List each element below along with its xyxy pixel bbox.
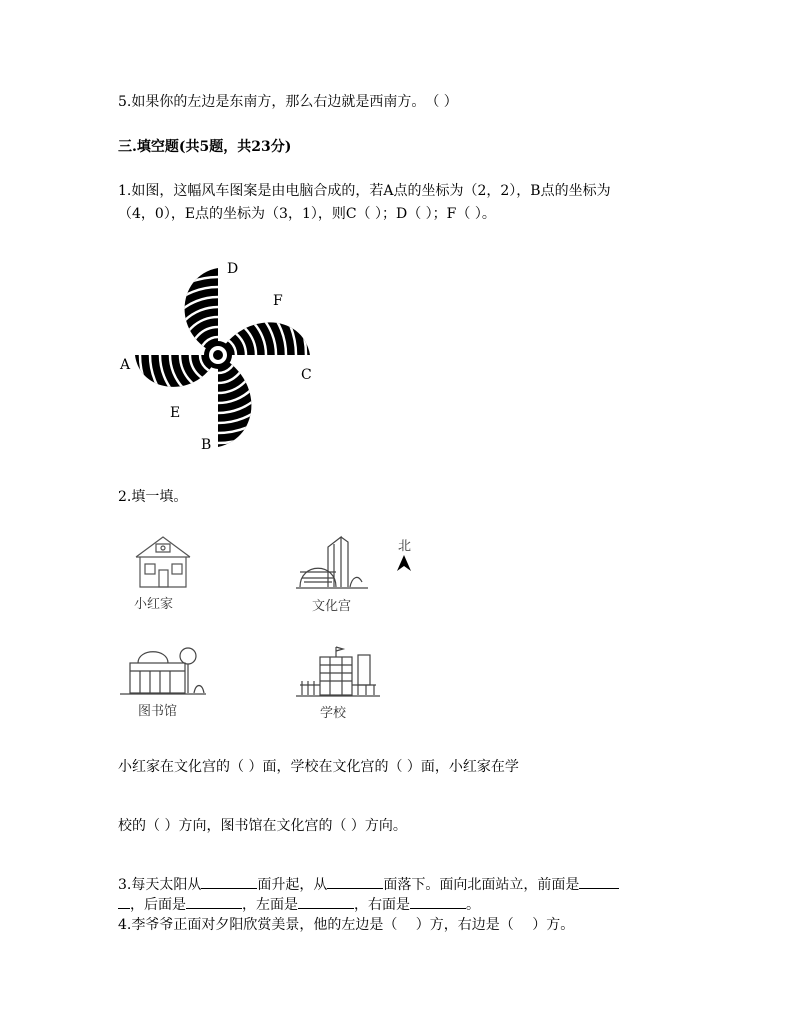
p3-blank-7[interactable] <box>410 894 466 909</box>
label-C: C <box>301 367 312 383</box>
label-E: E <box>170 405 181 421</box>
school-caption: 学校 <box>320 706 347 721</box>
p3-blank-2[interactable] <box>327 874 383 889</box>
section-title: 三.填空题(共5题，共23分) <box>118 139 292 155</box>
problem-1-line-2: （4，0），E点的坐标为（3，1），则C（ ）；D（ ）；F（ ）。 <box>118 206 496 222</box>
label-D: D <box>227 261 239 277</box>
culture-palace-caption: 文化宫 <box>312 599 352 614</box>
problem-3-line-1 <box>118 874 619 894</box>
p3-part-f: ，右面是 <box>354 897 410 913</box>
p3-blank-6[interactable] <box>298 894 354 909</box>
problem-3-line-2 <box>118 894 480 914</box>
problem-2-line-1: 小红家在文化宫的（ ）面，学校在文化宫的（ ）面，小红家在学 <box>118 759 519 775</box>
problem-4: 4.李爷爷正面对夕阳欣赏美景，他的左边是（ ）方，右边是（ ）方。 <box>118 917 575 933</box>
p3-blank-5[interactable] <box>186 894 242 909</box>
p3-part-a: 3.每天太阳从 <box>118 877 202 893</box>
p3-part-e: ，左面是 <box>242 897 298 913</box>
home-building-icon <box>128 532 198 592</box>
label-B: B <box>201 437 212 453</box>
p3-blank-4[interactable] <box>118 894 130 909</box>
windmill-figure <box>115 255 325 455</box>
school-building-icon <box>296 645 381 705</box>
p3-blank-3[interactable] <box>579 874 619 889</box>
p3-blank-1[interactable] <box>201 874 257 889</box>
p3-part-c: 面落下。面向北面站立，前面是 <box>383 877 580 893</box>
problem-2-line-2: 校的（ ）方向，图书馆在文化宫的（ ）方向。 <box>118 818 407 834</box>
north-arrow-icon <box>396 555 412 573</box>
windmill-hub <box>204 341 232 369</box>
home-caption: 小红家 <box>134 597 174 612</box>
problem-1-line-1: 1.如图，这幅风车图案是由电脑合成的，若A点的坐标为（2，2），B点的坐标为 <box>118 183 611 199</box>
label-A: A <box>120 357 131 373</box>
library-building-icon <box>118 638 208 700</box>
p3-part-b: 面升起，从 <box>257 877 328 893</box>
problem-2-title: 2.填一填。 <box>118 489 188 505</box>
p3-part-g: 。 <box>466 897 480 913</box>
culture-palace-icon <box>296 532 376 594</box>
label-F: F <box>273 293 283 309</box>
p3-part-d: ，后面是 <box>130 897 186 913</box>
question-5: 5.如果你的左边是东南方，那么右边就是西南方。 （ ） <box>118 94 458 110</box>
north-label: 北 <box>398 539 412 554</box>
library-caption: 图书馆 <box>138 704 178 719</box>
